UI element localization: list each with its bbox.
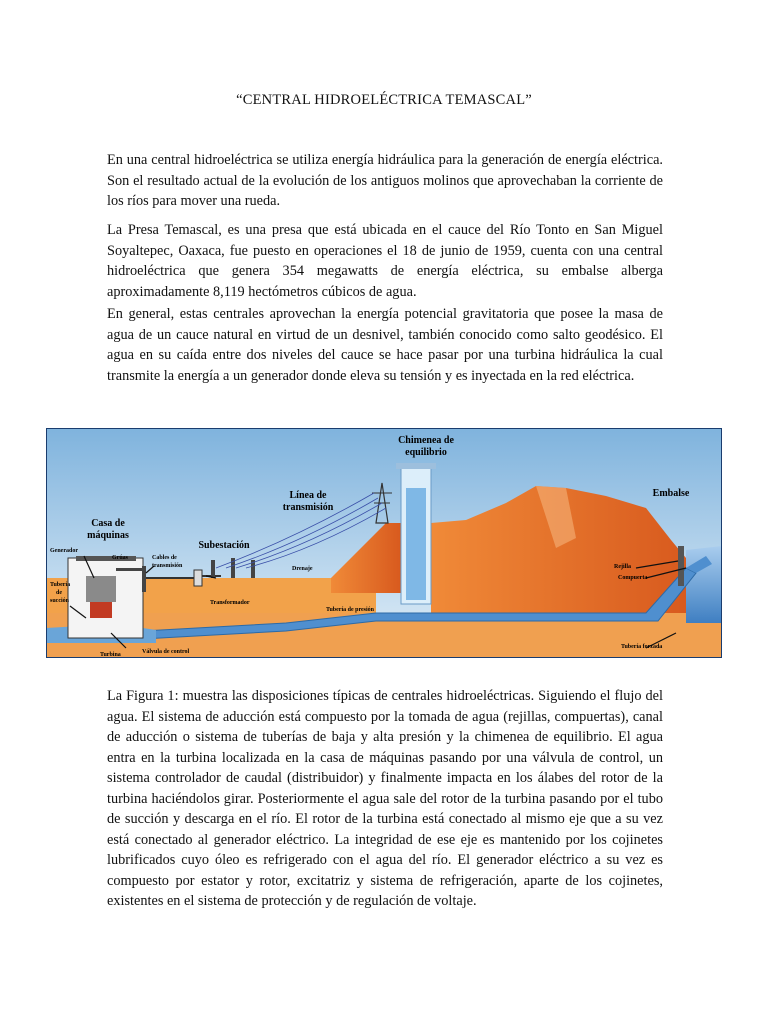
turbine-block [90,602,112,618]
label-embalse: Embalse [652,488,690,499]
label-chimenea-1: Chimenea de [398,435,454,446]
label-tuberia-succion-3: succión [50,598,70,604]
paragraph-intro: En una central hidroeléctrica se utiliza energía hidráulica para la generación de energía eléctrica. Son el resultado actual de la evolución de los antiguos molinos que aprovechaban la corriente de los ríos para mover una rueda. [107,152,663,209]
paragraph-figura-1: La Figura 1: muestra las disposiciones típicas de centrales hidroeléctricas. Siguiendo el flujo del agua. El sistema de aducción está compuesto por la tomada de agua (rejillas, compuertas), canal de aducción o sistema de tuberías de baja y alta presión y la chimenea de equilibrio. El agua entra en la turbina localizada en la casa de máquinas pasando por una válvula de control, un sistema controlador de caudal (distribuidor) y finalmente impacta en los álabes del rotor de la turbina haciéndolos girar. Posteriormente el agua sale del rotor de la turbina pasando por el tubo de succión y descarga en el río. El rotor de la turbina está conectado al mismo eje que a su vez está conectado al generador eléctrico. La integridad de ese eje es mantenido por los cojinetes lubrificados cuyo óleo es refrigerado con el agua del río. El generador eléctrico a su vez es compuesto por estator y rotor, excitatriz y sistema de refrigeración, aparte de los cojinetes, existentes en el sistema de protección y de regulación de voltaje. [107,688,663,909]
paragraph-presa-temascal: La Presa Temascal, es una presa que está ubicada en el cauce del Río Tonto en San Miguel Soyaltepec, Oaxaca, fue puesto en operaciones el 18 de junio de 1959, cuenta con una central hidroeléctrica que genera 354 megawatts de energía eléctrica, su embalse alberga aproximadamente 8,119 hectómetros cúbicos de agua. [107,222,663,300]
label-subestacion: Subestación [198,540,250,551]
document-title: “CENTRAL HIDROELÉCTRICA TEMASCAL” [236,92,532,108]
label-rejilla: Rejilla [614,564,631,570]
paragraph-energia-potencial: En general, estas centrales aprovechan la energía potencial gravitatoria que posee la masa de agua de un cauce natural en virtud de un desnivel, también conocido como salto geodésico. El agua en su caída entre dos niveles del cauce se hace pasar por una turbina hidráulica la cual transmite la energía a un generador donde eleva su tensión y es inyectada en la red eléctrica. [107,306,663,384]
label-cables-2: transmisión [152,563,183,569]
label-generador: Generador [50,548,78,554]
label-drenaje: Drenaje [292,566,313,572]
label-linea-2: transmisión [282,502,334,513]
label-compuerta: Compuerta [618,575,648,581]
label-tuberia-presion: Tubería de presión [326,607,375,613]
label-tuberia-succion-2: de [56,590,62,596]
hydroelectric-diagram [46,428,722,658]
label-linea-1: Línea de [289,490,327,501]
label-chimenea-2: equilibrio [405,447,447,458]
label-casa-2: máquinas [87,530,129,541]
generator-block [86,576,116,602]
label-casa-1: Casa de [91,518,125,529]
intake-grill [678,546,684,586]
transformer [194,570,202,586]
label-tuberia-forzada: Tubería forzada [621,644,663,650]
label-cables-1: Cables de [152,555,177,561]
label-tuberia-succion-1: Tubería [50,582,71,588]
label-transformador: Transformador [210,600,250,606]
label-turbina: Turbina [100,652,121,658]
label-gruas: Grúas [112,555,129,561]
label-valvula: Válvula de control [142,649,190,655]
